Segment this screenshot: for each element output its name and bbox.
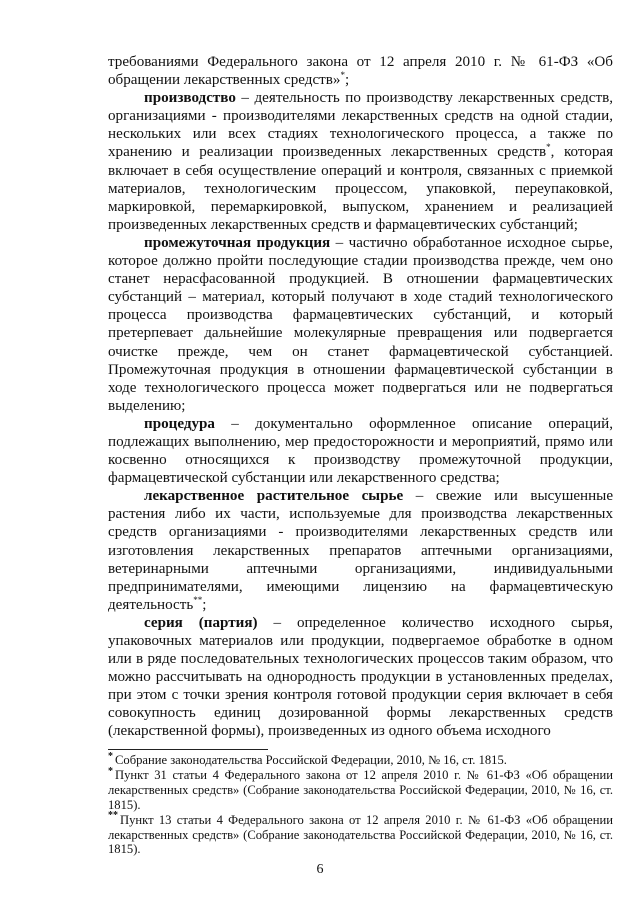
definition-text: частично обработанное исходное сырье, которое должно пройти последующие стадии производства прежде, чем оно станет нерасфасованной продукцией. В отношении фармацевтических субстанций – материал, который получают в ходе стадий технологического процесса производства фармацевтических субстанций, и который претерпевает дальнейшие молекулярные превращения или подвергается очистке прежде, чем он станет фармацевтической субстанцией. Промежуточная продукция в отношении фармацевтической субстанции в ходе технологического процесса может подвергаться или не подвергаться выделению;	[108, 234, 614, 414]
footnote-mark: **	[108, 810, 118, 822]
footnote-reference: **	[193, 594, 203, 605]
definition-intermediate-product	[108, 234, 613, 415]
definition-herbal-raw-material	[108, 487, 613, 614]
footnote-reference: *	[546, 142, 551, 153]
definition-tail: ;	[202, 596, 207, 613]
definition-text: документально оформленное описание операций, подлежащих выполнению, мер предосторожности и мероприятий, прямо или косвенно относящихся к производству промежуточной продукции, фармацевтической субстанции или лекарственного средства;	[108, 415, 613, 487]
footnote	[108, 750, 613, 768]
footnote-reference: *	[340, 70, 345, 81]
footnote-mark: *	[108, 765, 113, 777]
term-dash: –	[330, 234, 349, 251]
term-dash: –	[257, 614, 297, 631]
definition-text: свежие или высушенные растения либо их части, используемые для производства лекарственных средств организациями - производителями лекарственных средств или изготовления лекарственных препаратов аптечными организациями, ветеринарными аптечными организациями, индивидуальными предпринимателями, имеющими лицензию на фармацевтическую деятельность	[108, 488, 614, 613]
footnotes	[108, 750, 613, 857]
footnote-text: Пункт 13 статьи 4 Федерального закона от 12 апреля 2010 г. № 61-ФЗ «Об обращении лекарственных средств» (Собрание законодательства Российской Федерации, 2010, № 16, ст. 1815).	[108, 812, 613, 857]
footnote	[108, 810, 613, 858]
page-number: 6	[316, 862, 324, 877]
definition-batch	[108, 614, 613, 741]
definition-tail: , которая включает в себя осуществление операций и контроля, связанных с приемкой материалов, технологическим процессом, упаковкой, переупаковкой, маркировкой, перемаркировкой, выпуском, хранением и реализацией произведенных лекарственных средств и фармацевтических субстанций;	[108, 144, 614, 233]
paragraph-continuation	[108, 53, 613, 89]
term-dash: –	[235, 90, 255, 107]
definition-text: определенное количество исходного сырья, упаковочных материалов или продукции, подвергаемое обработке в одном или в ряде последовательных технологических процессов таким образом, что можно рассчитывать на однородность продукции в установленных пределах, при этом с точки зрения контроля готовой продукции серия включает в себя совокупность единиц дозированной формы лекарственных средств (лекарственной формы), произведенных из одного объема исходного	[108, 614, 614, 740]
defined-term: процедура	[144, 415, 215, 432]
defined-term: промежуточная продукция	[144, 234, 331, 251]
footnote-text: Пункт 31 статьи 4 Федерального закона от 12 апреля 2010 г. № 61-ФЗ «Об обращении лекарственных средств» (Собрание законодательства Российской Федерации, 2010, № 16, ст. 1815).	[108, 767, 613, 812]
defined-term: серия (партия)	[144, 614, 258, 631]
paragraph-tail: ;	[344, 72, 350, 89]
definition-procedure	[108, 415, 613, 487]
defined-term: производство	[144, 90, 236, 107]
footnote	[108, 765, 613, 813]
term-dash: –	[403, 488, 436, 505]
paragraph-text: требованиями Федерального закона от 12 апреля 2010 г. № 61-ФЗ «Об обращении лекарственных средств»	[108, 54, 613, 89]
footnote-text: Собрание законодательства Российской Федерации, 2010, № 16, ст. 1815.	[115, 753, 507, 767]
defined-term: лекарственное растительное сырье	[144, 488, 404, 505]
term-dash: –	[214, 415, 256, 432]
definition-production	[108, 89, 613, 234]
main-text	[108, 53, 613, 741]
footnote-mark: *	[108, 750, 113, 762]
footnote-separator	[108, 749, 268, 750]
definition-text: деятельность по производству лекарственных средств, организациями - производителями лекарственных средств на одной стадии, нескольких или всех стадиях технологического процесса, а также по хранению и реализации произведенных лекарственных средств	[108, 90, 613, 161]
